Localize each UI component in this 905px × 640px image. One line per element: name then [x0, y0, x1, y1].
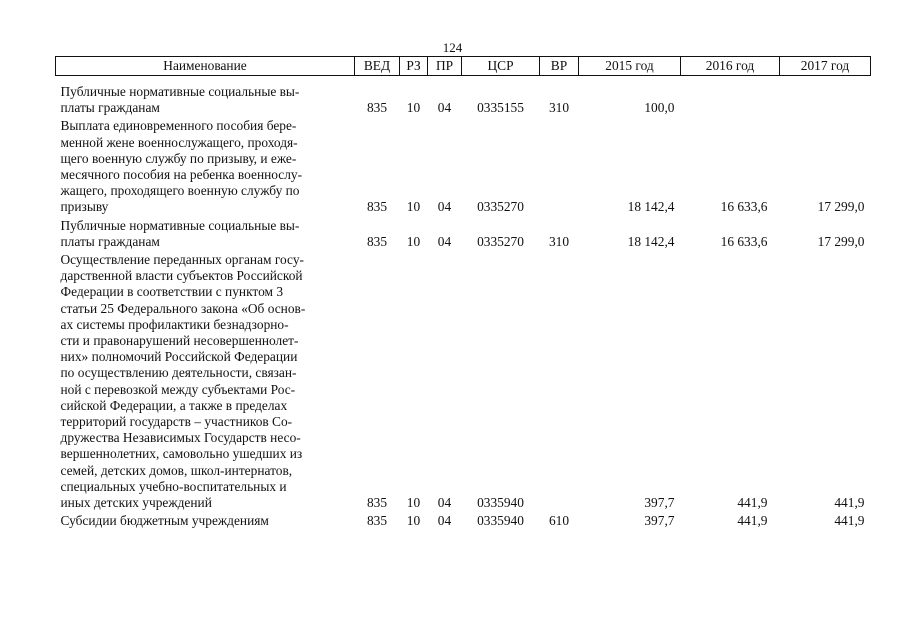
name-line: менной жене военнослужащего, проходя- — [60, 134, 298, 150]
table-row — [56, 216, 871, 250]
cell-2017 — [780, 76, 871, 117]
table-header — [56, 57, 871, 76]
name-line: статьи 25 Федерального закона «Об основ- — [60, 300, 306, 316]
cell-ved: 835 — [366, 233, 388, 249]
name-line: Федерации в соответствии с пунктом 3 — [60, 284, 284, 300]
name-line: сти и правонарушений несовершеннолет- — [60, 333, 299, 349]
name-line: Осуществление переданных органам госу- — [60, 252, 304, 268]
cell-name — [56, 511, 355, 529]
cell-pr: 04 — [437, 233, 452, 249]
cell-rz: 10 — [406, 233, 421, 249]
name-line: иных детских учреждений — [60, 495, 212, 511]
name-line: призыву — [60, 199, 109, 215]
cell-pr: 04 — [437, 199, 452, 215]
cell-name — [56, 116, 355, 215]
cell-ved: 835 — [366, 513, 388, 529]
cell-2016: 16 633,6 — [720, 199, 768, 215]
cell-pr: 04 — [437, 513, 452, 529]
cell-ved: 835 — [366, 199, 388, 215]
cell-2017: 17 299,0 — [817, 199, 865, 215]
cell-pr: 04 — [437, 495, 452, 511]
cell-vr: 310 — [548, 100, 570, 116]
name-line: месячного пособия на ребенка военнослу- — [60, 167, 303, 183]
cell-rz: 10 — [406, 495, 421, 511]
name-line: специальных учебно-воспитательных и — [60, 478, 287, 494]
cell-2017: 441,9 — [834, 495, 865, 511]
header-ved: ВЕД — [355, 57, 400, 76]
name-line: Публичные нормативные социальные вы- — [60, 84, 300, 99]
cell-2015: 18 142,4 — [627, 233, 675, 249]
cell-name — [56, 250, 355, 511]
name-line: платы гражданам — [60, 233, 160, 249]
header-csr: ЦСР — [462, 57, 540, 76]
cell-rz: 10 — [406, 199, 421, 215]
name-line: по осуществлению деятельности, связан- — [60, 365, 297, 381]
cell-csr: 0335940 — [477, 495, 524, 511]
header-pr: ПР — [428, 57, 462, 76]
header-name: Наименование — [56, 57, 355, 76]
cell-pr: 04 — [437, 100, 452, 116]
cell-name — [56, 216, 355, 250]
name-line: жащего, проходящего военную службу по — [60, 183, 300, 199]
cell-rz: 10 — [406, 513, 421, 529]
table-row — [56, 76, 871, 117]
table-row — [56, 511, 871, 529]
name-line: Публичные нормативные социальные вы- — [60, 217, 300, 233]
cell-ved: 835 — [366, 100, 388, 116]
cell-csr: 0335155 — [477, 100, 524, 116]
header-rz: РЗ — [400, 57, 428, 76]
name-line: щего военную службу по призыву, и еже- — [60, 150, 297, 166]
header-2017: 2017 год — [780, 57, 871, 76]
name-line: Выплата единовременного пособия бере- — [60, 118, 297, 134]
name-line: вершеннолетних, самовольно ушедших из — [60, 446, 303, 462]
cell-2017: 441,9 — [834, 513, 865, 529]
cell-csr: 0335940 — [477, 513, 524, 529]
cell-csr: 0335270 — [477, 199, 524, 215]
cell-2016: 441,9 — [737, 495, 768, 511]
name-line: Субсидии бюджетным учреждениям — [60, 513, 269, 529]
name-line: сийской Федерации, а также в пределах — [60, 397, 288, 413]
cell-2015: 397,7 — [644, 495, 675, 511]
cell-2016: 441,9 — [737, 513, 768, 529]
page-number: 124 — [442, 40, 463, 55]
table-row — [56, 250, 871, 511]
table-row — [56, 116, 871, 215]
budget-table — [55, 56, 871, 529]
table-body — [56, 76, 871, 530]
header-2016: 2016 год — [681, 57, 780, 76]
cell-name — [56, 76, 355, 117]
cell-vr — [540, 116, 579, 215]
cell-2015: 18 142,4 — [627, 199, 675, 215]
cell-ved: 835 — [366, 495, 388, 511]
name-line: ной с перевозкой между субъектами Рос- — [60, 381, 296, 397]
cell-2017: 17 299,0 — [817, 233, 865, 249]
cell-2015: 100,0 — [644, 100, 675, 116]
cell-2016 — [681, 76, 780, 117]
name-line: ах системы профилактики безнадзорно- — [60, 316, 289, 332]
cell-vr — [540, 250, 579, 511]
header-vr: ВР — [540, 57, 579, 76]
cell-rz: 10 — [406, 100, 421, 116]
cell-2015: 397,7 — [644, 513, 675, 529]
name-line: дарственной власти субъектов Российской — [60, 268, 303, 284]
cell-vr: 310 — [548, 233, 570, 249]
header-2015: 2015 год — [579, 57, 681, 76]
name-line: платы гражданам — [60, 100, 160, 116]
name-line: семей, детских домов, школ-интернатов, — [60, 462, 293, 478]
cell-2016: 16 633,6 — [720, 233, 768, 249]
cell-csr: 0335270 — [477, 233, 524, 249]
name-line: территорий государств – участников Со- — [60, 414, 293, 430]
name-line: них» полномочий Российской Федерации — [60, 349, 298, 365]
cell-vr: 610 — [548, 513, 570, 529]
name-line: дружества Независимых Государств несо- — [60, 430, 301, 446]
